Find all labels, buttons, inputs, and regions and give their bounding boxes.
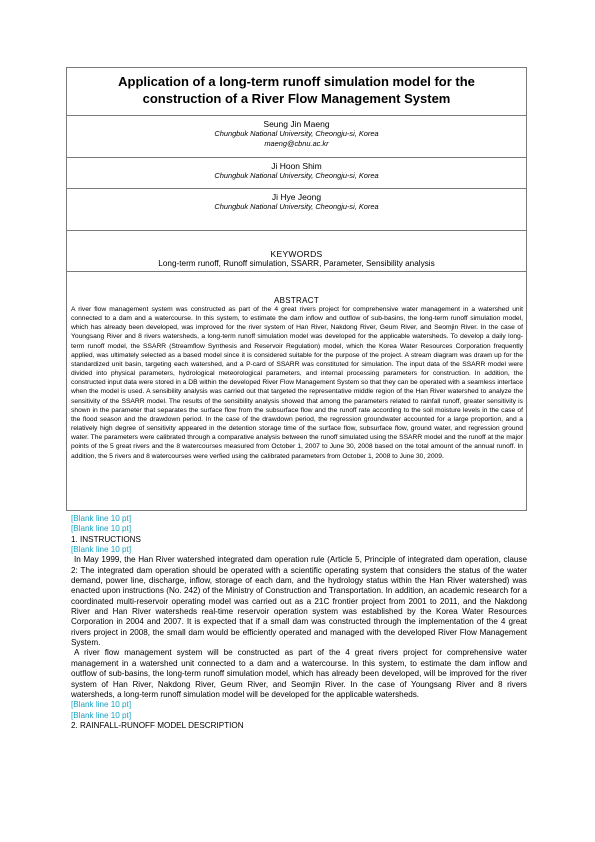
author-affiliation: Chungbuk National University, Cheongju-si, Korea (214, 202, 379, 211)
author-block-1 (66, 115, 527, 157)
intro-paragraph-1: In May 1999, the Han River watershed integrated dam operation rule (Article 5, Principle of integrated dam operation, clause 2: The integrated dam operation should be operated with a scientific operating system that considers the status of the water demand, power line, discharge, inflow, storage of each dam, and the hydrology status within the Han River watershed) was enacted upon instructions (No. 242) of the Ministry of Construction and Transportation. In addition, an academic research for a coordinated multi-reservoir operating model was carried out as a 21C frontier project from 2001 to 2011, and the Nakdong River and Han River watersheds real-time reservoir operation system was established by the Korea Water Resources Corporation in 2004 and 2007. It is expected that if a small dam was constructed through the implementation of the 4 great rivers project in 2008, the small dam would be efficiently operated and managed with the developed River Flow Management System. (71, 555, 527, 648)
author-name: Seung Jin Maeng (263, 119, 330, 129)
body-text (71, 514, 527, 731)
author-email: maeng@cbnu.ac.kr (264, 139, 329, 148)
blank-line-placeholder: [Blank line 10 pt] (71, 700, 132, 710)
blank-line-placeholder: [Blank line 10 pt] (71, 524, 132, 534)
author-block-3 (66, 188, 527, 230)
section-heading-introduction: 1. INSTRUCTIONS (71, 534, 141, 544)
blank-line-placeholder: [Blank line 10 pt] (71, 710, 132, 720)
keywords-text: Long-term runoff, Runoff simulation, SSARR, Parameter, Sensibility analysis (158, 259, 435, 268)
title-block (66, 67, 527, 115)
blank-line-placeholder: [Blank line 10 pt] (71, 514, 132, 523)
keywords-heading: KEYWORDS (270, 249, 323, 259)
author-affiliation: Chungbuk National University, Cheongju-si, Korea (214, 129, 379, 138)
section-heading-model-description: 2. RAINFALL-RUNOFF MODEL DESCRIPTION (71, 720, 244, 730)
abstract-text: A river flow management system was constructed as part of the 4 great rivers project for comprehensive water management in a watershed unit connected to a dam and a watercourse. In this system, to estimate the dam inflow and outflow of sub-basins, the long-term runoff simulation model, which has already been developed, was improved for the river system of Han River, Nakdong River, Geum River, and Seomjin River. In the case of Youngsang River and 8 rivers watersheds, a long-term runoff simulation model was developed for the applicable watersheds. To develop a daily long-term runoff model, the SSARR (Streamflow Synthesis and Reservoir Regulation) model, which the Korea Water Resources Corporation frequently applied, was ultimately selected as a based model since it is considered suitable for the purpose of the project. A stream diagram was drawn up for the standardized unit basin, targeting each watershed, and a P-card of SSARR was constituted for simulation. The input data of the SSARR model were divided into physical parameters, hydrological meteorological parameters, and internal processing parameters for construction. In addition, the constructed input data were stored in a DB within the developed River Flow Management System so that they can be operated with a seamless interface when the model is used. A sensibility analysis was carried out that targeted the representative middle region of the Han River watershed to analyze the sensitivity of the SSARR model. The results of the sensibility analysis showed that among the parameters related to rainfall runoff, greater sensitivity is shown in the parameter that separates the surface flow from the subsurface flow and the runoff rate according to the soil moisture levels in the case of the flood season and the drawdown period. In the case of the drawdown period, the regression groundwater accounted for a large proportion, and a relatively high degree of sensitivity appeared in the detention storage time of the surface flow, subsurface flow, ground water, and regression ground water. The parameters were calibrated through a comparative analysis between the runoff simulated using the SSARR model and the runoff at the major points of the 5 great rivers and the 8 watercourses measured from October 1, 2007 to June 30, 2008 based on the total amount of the annual runoff. In addition, the 5 rivers and 8 watercourses were verfied using the calibrated parameters from October 1, 2008 to June 30, 2009. (71, 306, 523, 460)
author-block-2 (66, 157, 527, 188)
author-name: Ji Hoon Shim (271, 161, 322, 171)
keywords-block (66, 230, 527, 271)
blank-line-placeholder: [Blank line 10 pt] (71, 545, 132, 555)
intro-paragraph-2: A river flow management system will be constructed as part of the 4 great rivers project for comprehensive water management in a watershed unit connected to a dam and a watercourse. In this system, to estimate the dam inflow and outflow of sub-basins, the long-term runoff simulation model, which has already been developed, will be improved for the river system of Han River, Nakdong River, Geum River, and Seomjin River. In the case of Youngsang River and 8 rivers watersheds, a long-term runoff simulation model will be developed for the applicable watersheds. (71, 648, 527, 699)
author-affiliation: Chungbuk National University, Cheongju-si, Korea (214, 171, 379, 180)
author-name: Ji Hye Jeong (271, 192, 322, 202)
paper-title: Application of a long-term runoff simulation model for the construction of a River Flow Management System (118, 74, 475, 106)
abstract-heading: ABSTRACT (273, 296, 320, 305)
abstract-block (66, 271, 527, 511)
